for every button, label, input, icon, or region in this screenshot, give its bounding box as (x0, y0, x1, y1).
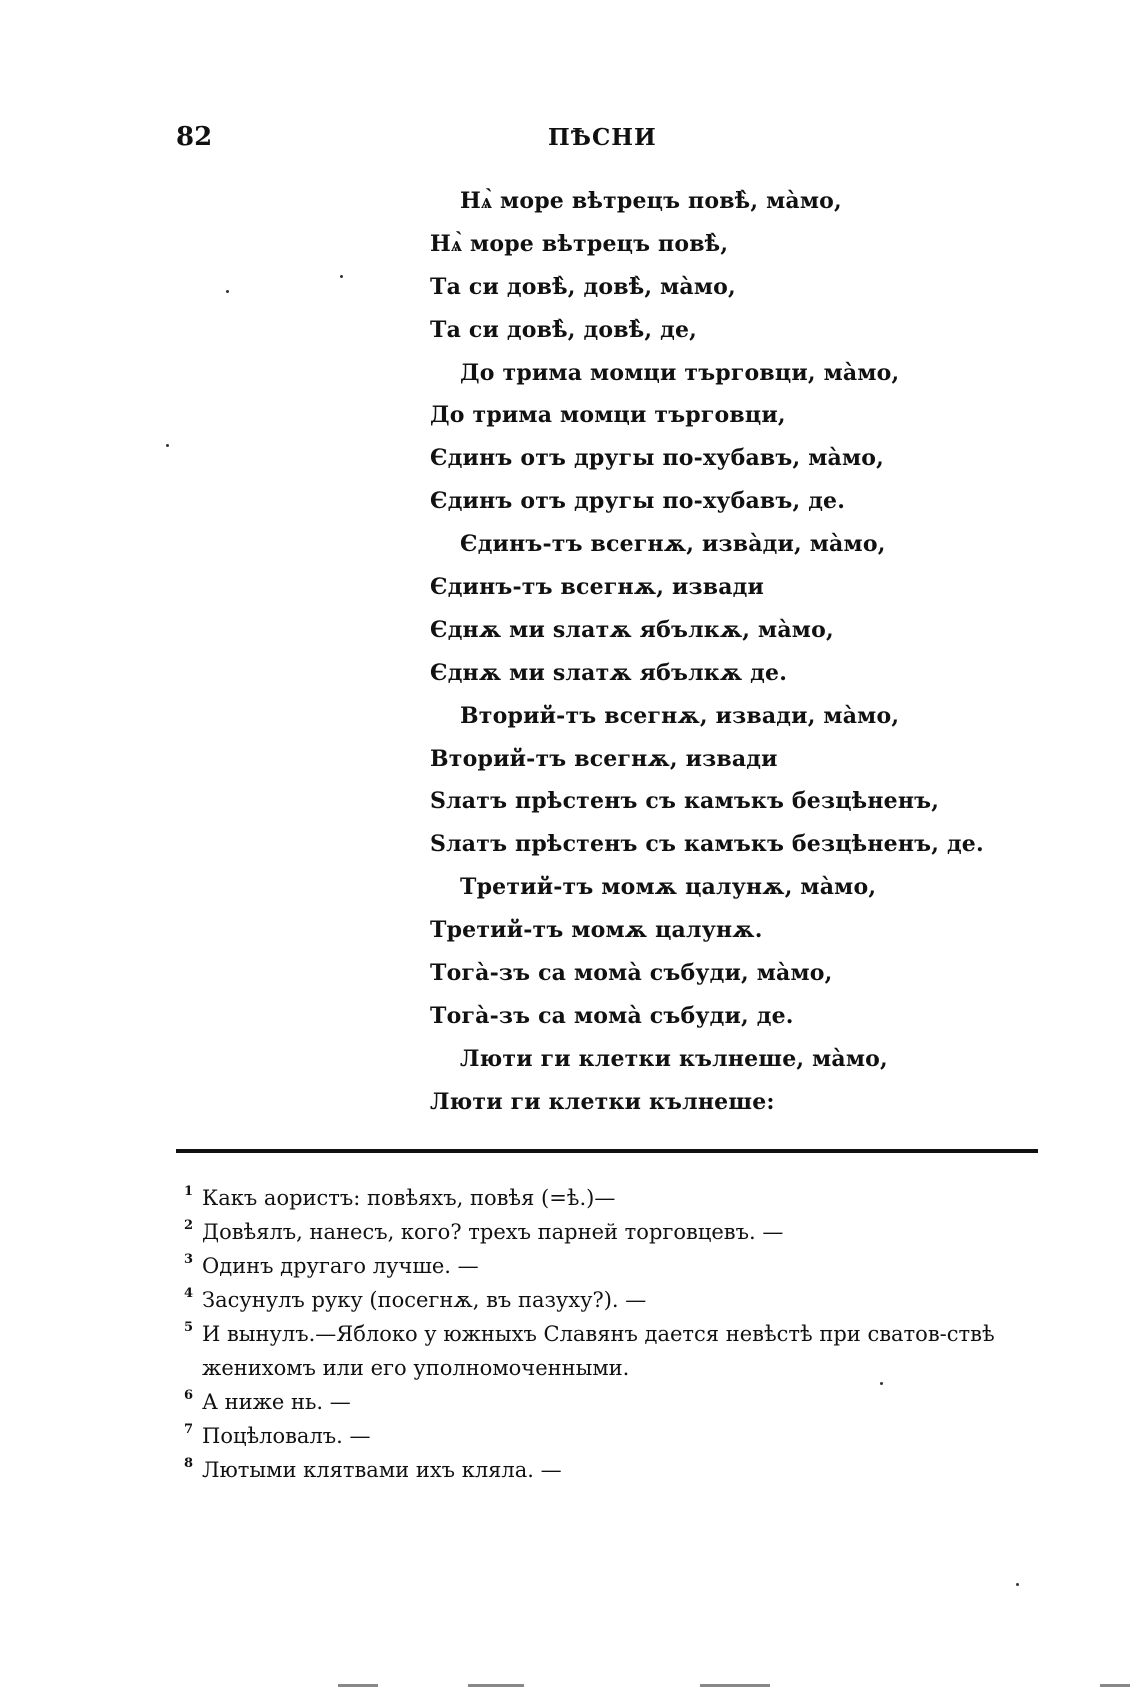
verse-line: Єдинъ отъ другы по-хубавъ, де. (430, 488, 846, 515)
footnote-text: А ниже нь. — (202, 1390, 351, 1414)
verse-line: Та си довѣ̀, довѣ̀, ма̀мо, (430, 273, 736, 300)
verse-line: Нѧ̀ море вѣтрецъ повѣ̀, ма̀мо, (460, 188, 842, 214)
footnote-divider (176, 1149, 1038, 1153)
footnote-mark: 4 (184, 1286, 194, 1301)
verse-line: Третий-тъ момѫ цалунѫ, ма̀мо, (460, 874, 877, 901)
verse-line: Третий-тъ момѫ цалунѫ. (430, 917, 763, 944)
scan-speck (226, 290, 229, 293)
footnote-mark: 8 (184, 1456, 194, 1471)
scan-edge-mark (1100, 1684, 1130, 1687)
verse-line: Ѕлатъ прѣстенъ съ камъкъ безцѣненъ, де. (430, 831, 984, 858)
footnote-text: Одинъ другаго лучше. — (202, 1254, 479, 1278)
scan-speck (340, 275, 343, 278)
scan-speck (880, 1382, 883, 1385)
footnote (184, 1419, 1044, 1453)
scan-edge-mark (338, 1684, 378, 1687)
scan-edge-mark (700, 1684, 770, 1687)
verse-line: Та си довѣ̀, довѣ̀, де, (430, 316, 697, 343)
verse-line: Тога̀-зъ са мома̀ събуди, ма̀мо, (430, 960, 833, 987)
footnote (184, 1317, 1044, 1385)
verse-line: Люти ги клетки кълнеше, ма̀мо, (460, 1045, 888, 1072)
verse-line: Вторий-тъ всегнѫ, извади, ма̀мо, (460, 702, 900, 729)
footnote-text: И вынулъ.—Яблоко у южныхъ Славянъ дается невѣстѣ при сватов-ствѣ женихомъ или его уполномоченными. (202, 1322, 995, 1380)
verse-line: Єдинъ-тъ всегнѫ, извади (430, 574, 765, 601)
footnote (184, 1181, 1044, 1215)
footnote (184, 1249, 1044, 1283)
footnote-mark: 3 (184, 1252, 194, 1267)
footnote-text: Лютыми клятвами ихъ клялa. — (202, 1458, 562, 1482)
verse-line: Тога̀-зъ са мома̀ събуди, де. (430, 1002, 794, 1029)
footnote-mark: 5 (184, 1320, 194, 1335)
verse-line: Вторий-тъ всегнѫ, извади (430, 745, 778, 772)
running-title: ПѢСНИ (548, 124, 657, 151)
footnote-mark: 1 (184, 1184, 194, 1199)
verse-line: Нѧ̀ море вѣтрецъ повѣ̀, (430, 230, 729, 257)
footnotes (184, 1181, 1044, 1487)
footnote-mark: 6 (184, 1388, 194, 1403)
footnote-text: Довѣялъ, нанесъ, кого? трехъ парней торговцевъ. — (202, 1220, 784, 1244)
scan-edge-mark (468, 1684, 524, 1687)
footnote (184, 1385, 1044, 1419)
footnote-text: Засунулъ руку (посегнѫ, въ пазуху?). — (202, 1288, 647, 1312)
verse-line: Єднѫ ми ѕлатѫ ябълкѫ, ма̀мо, (430, 616, 834, 643)
scan-speck (1016, 1583, 1019, 1586)
footnote-text: Какъ аористъ: повѣяхъ, повѣя (=ѣ.)— (202, 1186, 616, 1210)
verse-line: Єдинъ отъ другы по-хубавъ, ма̀мо, (430, 445, 885, 472)
verse-line: Єднѫ ми ѕлатѫ ябълкѫ де. (430, 659, 788, 686)
footnote (184, 1283, 1044, 1317)
verse-line: Люти ги клетки кълнеше: (430, 1088, 775, 1115)
footnote (184, 1453, 1044, 1487)
footnote-text: Поцѣловалъ. — (202, 1424, 371, 1448)
verse-line: Ѕлатъ прѣстенъ съ камъкъ безцѣненъ, (430, 788, 940, 815)
footnote-mark: 2 (184, 1218, 194, 1233)
verse-line: Єдинъ-тъ всегнѫ, изва̀ди, ма̀мо, (460, 531, 886, 558)
verse-block (430, 180, 990, 1124)
verse-line: До трима момци търговци, (430, 402, 786, 429)
page-number: 82 (176, 122, 213, 152)
scan-speck (166, 444, 169, 447)
footnote (184, 1215, 1044, 1249)
footnote-mark: 7 (184, 1422, 194, 1437)
verse-line: До трима момци търговци, ма̀мо, (460, 359, 900, 386)
